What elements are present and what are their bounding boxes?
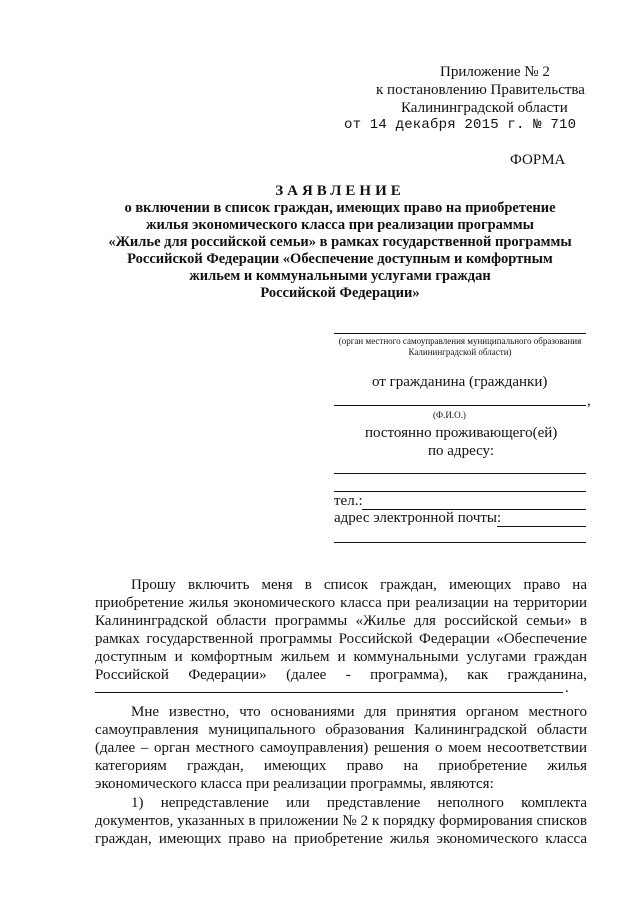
appendix-number: Приложение № 2 — [440, 64, 550, 80]
text-line: категориям граждан, имеющих право на приобретение жилья — [95, 758, 587, 774]
email-fill-line[interactable] — [497, 526, 586, 527]
document-title — [95, 183, 585, 302]
email-label: адрес электронной почты: — [334, 510, 502, 526]
category-fill-line[interactable] — [95, 692, 563, 693]
appendix-region: Калининградской области — [401, 100, 568, 116]
text-line: Калининградской области программы «Жилье для российской семьи» в — [95, 613, 587, 629]
title-line: жильем и коммунальными услугами граждан — [189, 268, 491, 284]
form-label: ФОРМА — [510, 152, 566, 168]
text-line: Прошу включить меня в список граждан, имеющих право на — [131, 577, 587, 593]
organ-caption: (орган местного самоуправления муниципального образования Калининградской области) — [338, 336, 582, 357]
address-label: по адресу: — [428, 443, 495, 459]
address-fill-line-1[interactable] — [334, 473, 586, 474]
text-line: Российской Федерации» (далее - программа), как гражданина, — [95, 667, 587, 683]
title-line: о включении в список граждан, имеющих право на приобретение — [124, 200, 556, 216]
text-line: самоуправления муниципального образования Калининградской области — [95, 722, 587, 738]
residing-label: постоянно проживающего(ей) — [365, 425, 558, 441]
from-citizen-label: от гражданина (гражданки) — [372, 374, 548, 390]
appendix-decree-ref: к постановлению Правительства — [376, 82, 585, 98]
organ-fill-line[interactable] — [334, 333, 586, 334]
appendix-date-number: от 14 декабря 2015 г. № 710 — [344, 117, 577, 133]
text-line: 1) непредставление или представление неполного комплекта — [131, 795, 587, 811]
fio-comma: , — [587, 393, 591, 409]
text-line: документов, указанных в приложении № 2 к порядку формирования списков — [95, 813, 587, 829]
title-line: Российской Федерации» — [260, 285, 420, 301]
fio-fill-line[interactable] — [334, 405, 586, 406]
title-line: жилья экономического класса при реализации программы — [146, 217, 534, 233]
text-line: экономического класса при реализации программы, являются: — [95, 776, 494, 792]
text-line: (далее – орган местного самоуправления) решения о моем несоответствии — [95, 740, 587, 756]
title-main: ЗАЯВЛЕНИЕ — [275, 183, 405, 199]
text-line: Мне известно, что основаниями для принятия органом местного — [131, 704, 587, 720]
grounds-paragraph — [95, 703, 587, 793]
title-line: Российской Федерации «Обеспечение доступным и комфортным — [127, 251, 553, 267]
email-fill-line-2[interactable] — [334, 542, 586, 543]
address-fill-line-2[interactable] — [334, 491, 586, 492]
title-line: «Жилье для российской семьи» в рамках государственной программы — [108, 234, 572, 250]
text-line: граждан, имеющих право на приобретение жилья экономического класса — [95, 831, 587, 847]
ground-item-1 — [95, 794, 587, 848]
phone-label: тел.: — [334, 493, 363, 509]
text-line: доступным и комфортным жильем и коммунальными услугами граждан — [95, 649, 587, 665]
text-line: приобретение жилья экономического класса при реализации на территории — [95, 595, 587, 611]
request-paragraph — [95, 576, 587, 684]
category-line-end: . — [565, 680, 569, 696]
fio-caption: (Ф.И.О.) — [433, 410, 466, 420]
text-line: рамках государственной программы Российской Федерации «Обеспечение — [95, 631, 587, 647]
